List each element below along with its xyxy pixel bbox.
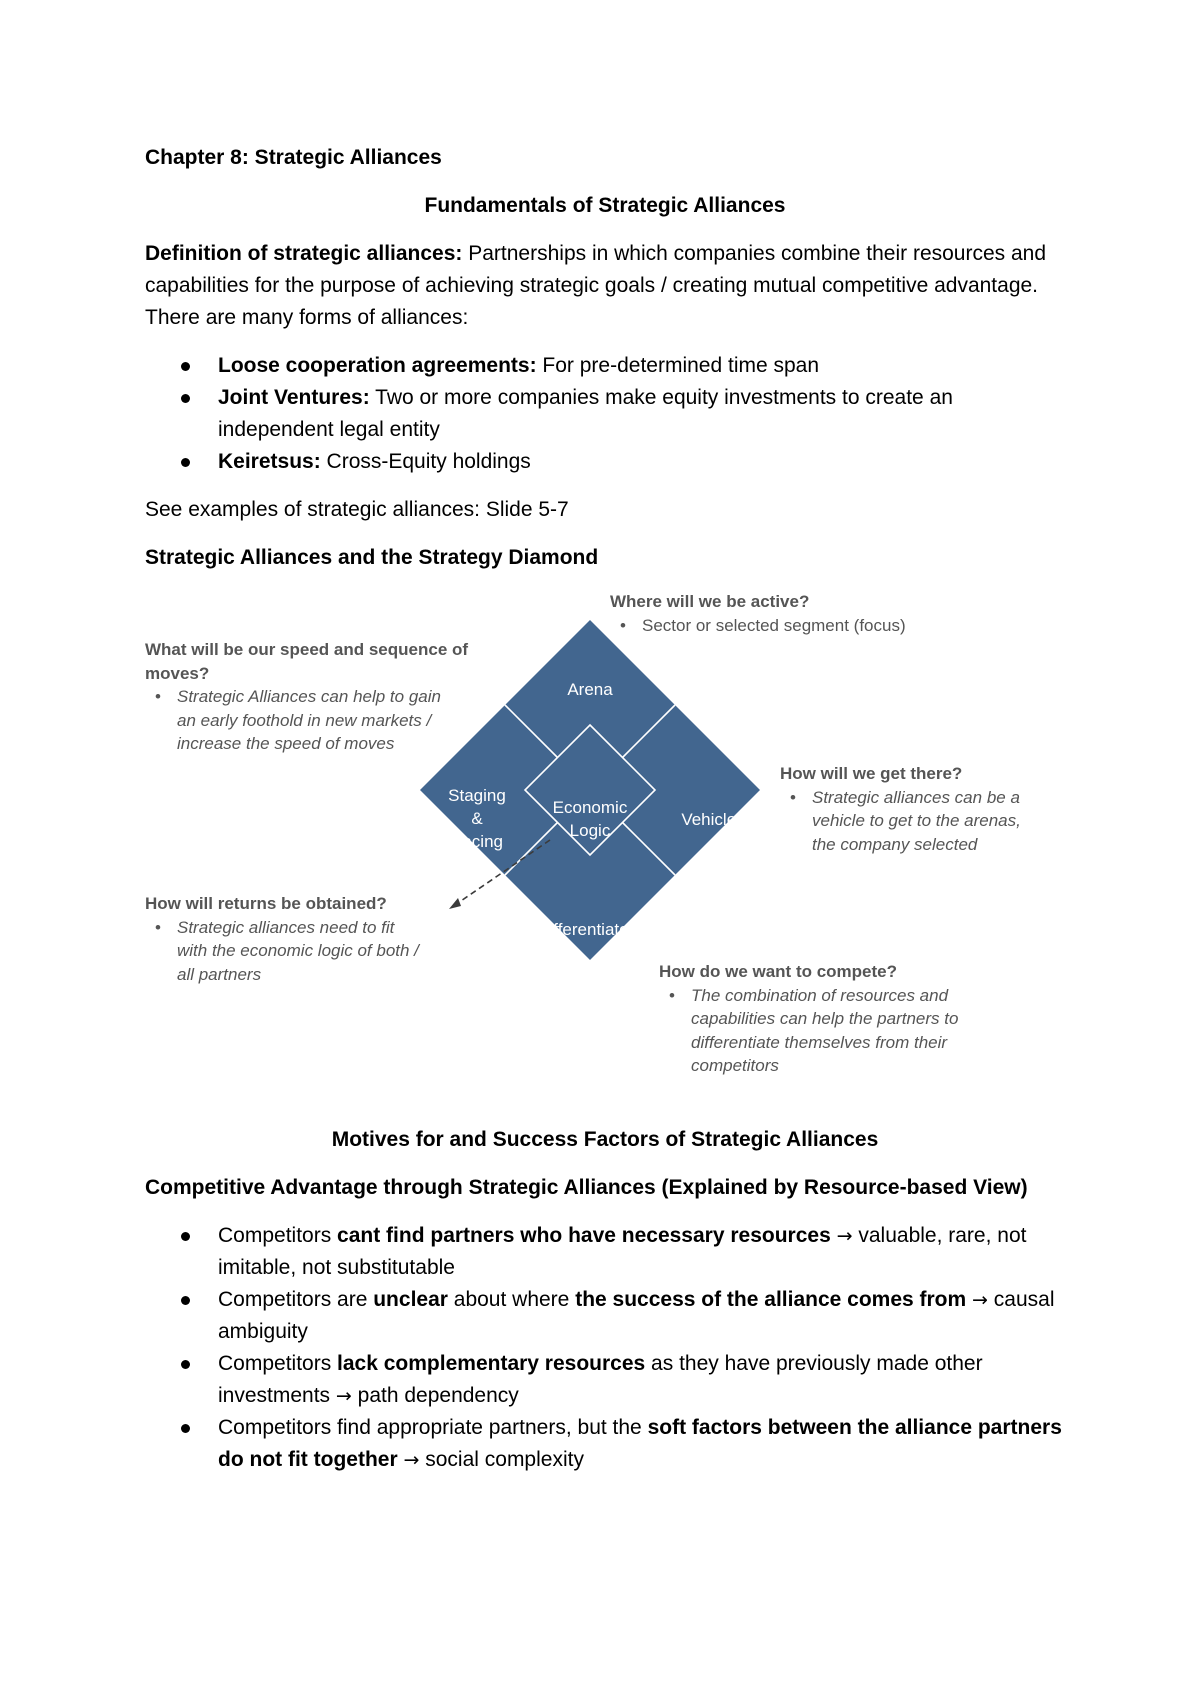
node-staging-line2: & (471, 809, 483, 828)
staging-annotation (145, 638, 525, 756)
right-arrow-icon: → (403, 1449, 420, 1471)
node-differentiators: Differentiators (537, 920, 643, 939)
staging-bullet (145, 685, 525, 709)
arena-bullet-text: Sector or selected segment (focus) (642, 615, 906, 635)
node-staging-line3: Pacing (451, 832, 503, 851)
economic-bullet-line3: all partners (177, 964, 262, 984)
rbv-result: valuable, rare, not imitable, not substitutable (218, 1224, 1027, 1279)
economic-question: How will returns be obtained? (145, 894, 387, 913)
rbv-text: Competitors (218, 1352, 338, 1375)
differentiators-question: How do we want to compete? (659, 962, 898, 981)
node-arena: Arena (567, 680, 613, 699)
vehicles-bullet-line2: vehicle to get to the arenas, (812, 811, 1021, 830)
rbv-heading: Competitive Advantage through Strategic Alliances (Explained by Resource-based View) (145, 1176, 1028, 1199)
form-text: Cross-Equity holdings (320, 450, 531, 473)
right-arrow-icon: → (972, 1289, 988, 1311)
staging-bullet-line2: an early foothold in new markets / (177, 710, 432, 730)
vehicles-bullet-line3: the company selected (812, 834, 978, 854)
diamond-heading: Strategic Alliances and the Strategy Diamond (145, 546, 599, 569)
bullet-icon: • (620, 615, 626, 635)
rbv-text: Competitors (218, 1224, 338, 1247)
chapter-heading: Chapter 8: Strategic Alliances (145, 146, 442, 169)
bullet-icon: • (155, 917, 161, 937)
bullet-icon (181, 394, 190, 403)
bullet-icon (181, 1232, 190, 1241)
economic-annotation (145, 892, 495, 986)
alliance-forms-list (145, 350, 1065, 478)
rbv-bold: soft factors between the alliance partners do not fit together (218, 1416, 1062, 1471)
list-item (145, 1284, 1065, 1348)
list-item (145, 350, 1065, 382)
rbv-bold: lack complementary resources (337, 1352, 646, 1375)
rbv-bold: unclear (373, 1288, 448, 1311)
rbv-text: Competitors are (218, 1288, 374, 1311)
examples-line: See examples of strategic alliances: Slide 5-7 (145, 498, 569, 521)
vehicles-question: How will we get there? (780, 764, 963, 783)
form-label: Keiretsus: (218, 450, 321, 473)
rbv-text: as they have previously made other investments (218, 1352, 983, 1407)
form-label: Loose cooperation agreements: (218, 354, 537, 377)
economic-bullet (145, 916, 495, 940)
definition-text: Partnerships in which companies combine their resources and capabilities for the purpose of achieving strategic goals / creating mutual competitive advantage. There are many forms of alliances: (145, 242, 1047, 329)
bullet-icon (181, 1360, 190, 1369)
bullet-icon (181, 1424, 190, 1433)
rbv-bold: the success of the alliance comes from (575, 1288, 967, 1311)
node-economic-line2: Logic (569, 821, 611, 840)
differentiators-bullet-line1: The combination of resources and (691, 985, 949, 1005)
definition-paragraph (145, 238, 1065, 334)
arena-bullet (610, 614, 1030, 638)
arena-question: Where will we be active? (610, 592, 810, 611)
rbv-text: about where (447, 1288, 576, 1311)
vehicles-bullet (780, 786, 1075, 810)
list-item (145, 382, 1065, 446)
rbv-bold: cant find partners who have necessary resources (337, 1224, 831, 1247)
differentiators-bullet (659, 984, 1019, 1008)
node-economic-line1: Economic (552, 798, 628, 817)
form-label: Joint Ventures: (218, 386, 370, 409)
bullet-icon (181, 362, 190, 371)
bullet-icon (181, 1296, 190, 1305)
economic-bullet-line1: Strategic alliances need to fit (177, 917, 395, 937)
node-staging-line1: Staging (448, 786, 506, 805)
definition-label: Definition of strategic alliances: (145, 242, 463, 265)
differentiators-bullet-line4: competitors (691, 1056, 779, 1075)
list-item (145, 1220, 1065, 1284)
rbv-list (145, 1220, 1065, 1476)
staging-question-line2: moves? (145, 663, 210, 683)
rbv-result: path dependency (351, 1384, 519, 1407)
form-text: Two or more companies make equity investments to create an independent legal entity (218, 386, 953, 441)
differentiators-annotation (659, 960, 1019, 1078)
section-title-motives: Motives for and Success Factors of Strategic Alliances (331, 1128, 879, 1151)
bullet-icon: • (790, 787, 796, 807)
bullet-icon: • (155, 687, 161, 706)
right-arrow-icon: → (836, 1225, 853, 1247)
vehicles-bullet-line1: Strategic alliances can be a (812, 787, 1020, 807)
rbv-result: social complexity (419, 1448, 584, 1471)
strategy-diamond-diagram (145, 590, 1075, 1080)
differentiators-bullet-line3: differentiate themselves from their (691, 1032, 948, 1052)
rbv-result: causal ambiguity (218, 1288, 1055, 1343)
differentiators-bullet-line2: capabilities can help the partners to (691, 1009, 959, 1028)
staging-bullet-line1: Strategic Alliances can help to gain (177, 687, 441, 706)
list-item (145, 1348, 1065, 1412)
rbv-text: Competitors find appropriate partners, but the (218, 1416, 648, 1439)
vehicles-annotation (780, 762, 1075, 856)
bullet-icon (181, 458, 190, 467)
right-arrow-icon: → (335, 1385, 352, 1407)
arena-annotation (610, 590, 1030, 637)
form-text: For pre-determined time span (536, 354, 820, 377)
economic-bullet-line2: with the economic logic of both / (177, 941, 419, 960)
node-vehicles: Vehicles (681, 810, 745, 829)
staging-question-line1: What will be our speed and sequence of (145, 640, 469, 659)
list-item (145, 446, 1065, 478)
bullet-icon: • (669, 985, 675, 1005)
section-title-fundamentals: Fundamentals of Strategic Alliances (424, 194, 786, 217)
list-item (145, 1412, 1065, 1476)
staging-bullet-line3: increase the speed of moves (177, 734, 395, 753)
